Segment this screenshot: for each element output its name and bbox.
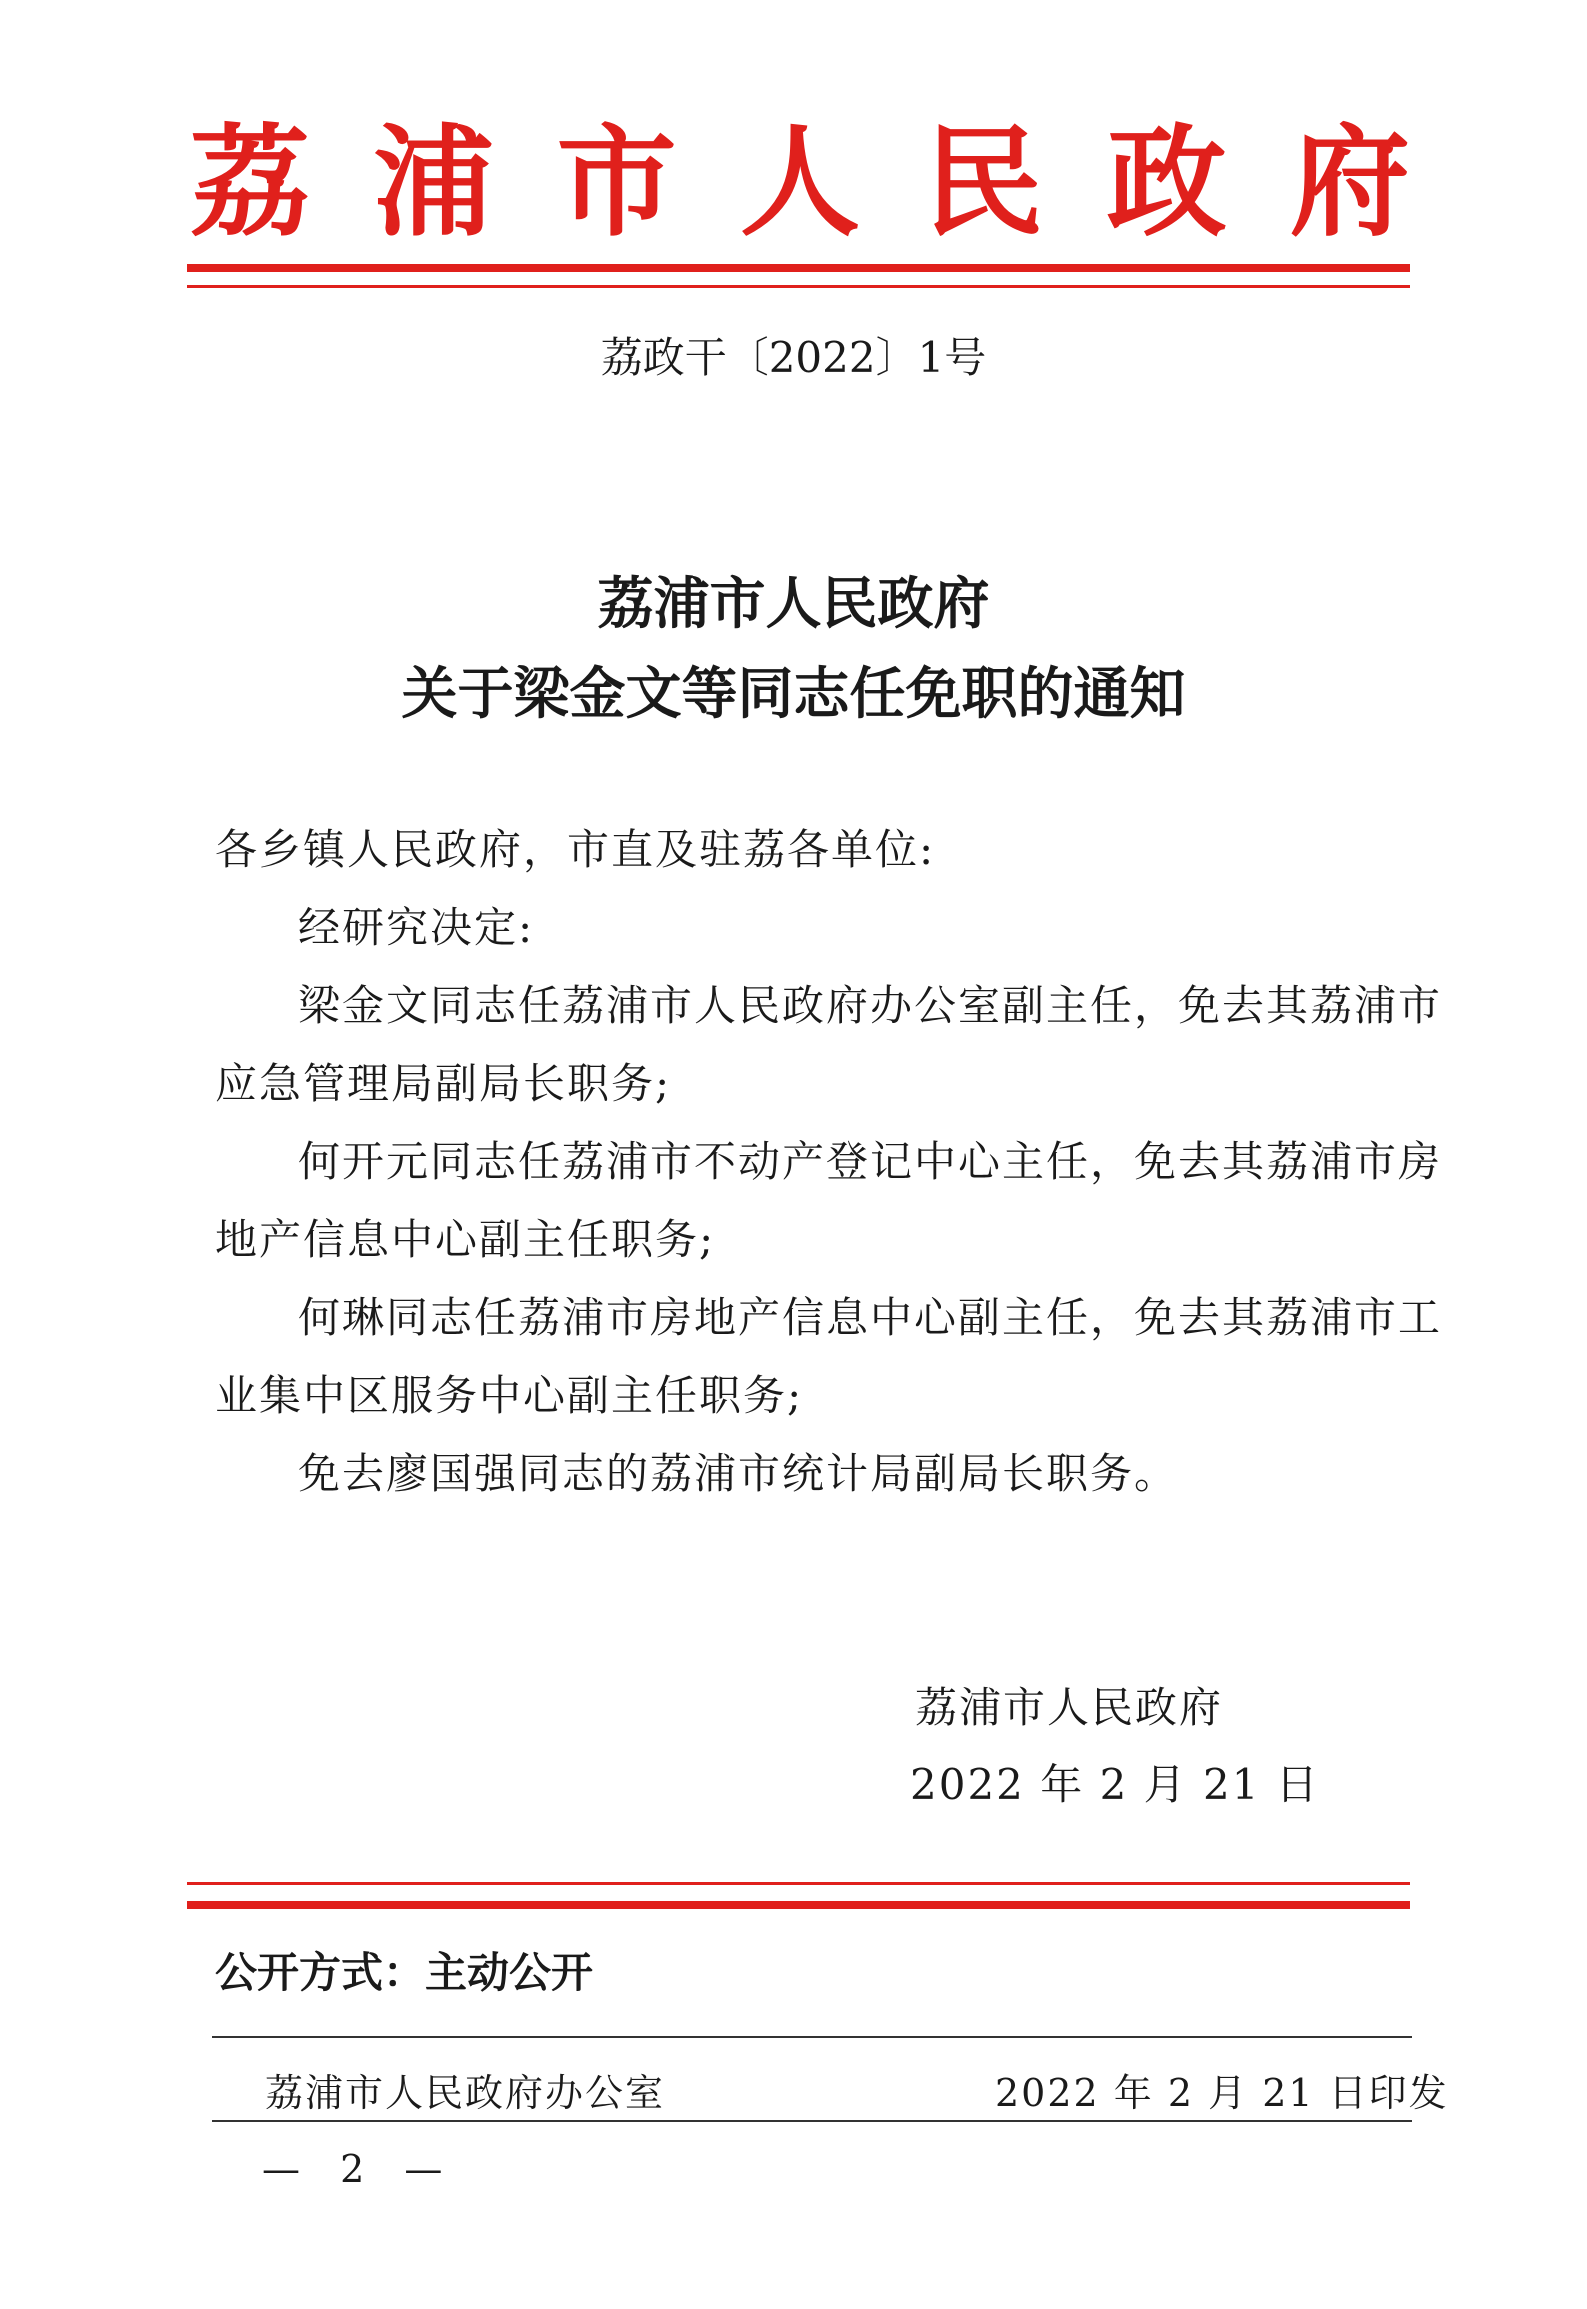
body-line: 经研究决定: [298, 903, 535, 952]
body-line: 应急管理局副局长职务; [215, 1059, 672, 1108]
title-line-1: 荔浦市人民政府 [597, 571, 990, 637]
page-number: — 2 — [262, 2147, 457, 2191]
disclosure-method: 公开方式：主动公开 [215, 1948, 594, 1997]
issue-date: 2022 年 2 月 21 日印发 [995, 2071, 1449, 2115]
masthead-char: 府 [1289, 112, 1410, 253]
body-line: 何开元同志任荔浦市不动产登记中心主任，免去其荔浦市房 [298, 1137, 1443, 1186]
masthead-char: 政 [1106, 112, 1227, 253]
title-line-2: 关于梁金文等同志任免职的通知 [401, 661, 1186, 727]
masthead-char: 民 [923, 112, 1044, 253]
body-line: 业集中区服务中心副主任职务; [215, 1371, 804, 1420]
masthead-thick-rule [187, 264, 1410, 272]
signature-org: 荔浦市人民政府 [915, 1683, 1224, 1732]
masthead-char: 市 [556, 112, 677, 253]
issuer: 荔浦市人民政府办公室 [265, 2071, 666, 2115]
masthead [190, 108, 1410, 258]
footer-thick-rule [187, 1901, 1410, 1909]
footer-top-line [212, 2036, 1412, 2038]
signature-date: 2022 年 2 月 21 日 [910, 1760, 1320, 1809]
body-line: 梁金文同志任荔浦市人民政府办公室副主任，免去其荔浦市 [298, 981, 1443, 1030]
footer-bottom-line [212, 2120, 1412, 2122]
footer-thin-rule [187, 1882, 1410, 1885]
body-line: 何琳同志任荔浦市房地产信息中心副主任，免去其荔浦市工 [298, 1293, 1443, 1342]
body-line: 地产信息中心副主任职务; [215, 1215, 716, 1264]
masthead-thin-rule [187, 285, 1410, 288]
salutation: 各乡镇人民政府，市直及驻荔各单位: [215, 825, 936, 874]
masthead-char: 人 [739, 112, 860, 253]
document-number: 荔政干〔2022〕1号 [600, 333, 987, 382]
masthead-char: 浦 [373, 112, 494, 253]
masthead-char: 荔 [190, 112, 310, 253]
body-line: 免去廖国强同志的荔浦市统计局副局长职务。 [298, 1449, 1179, 1498]
